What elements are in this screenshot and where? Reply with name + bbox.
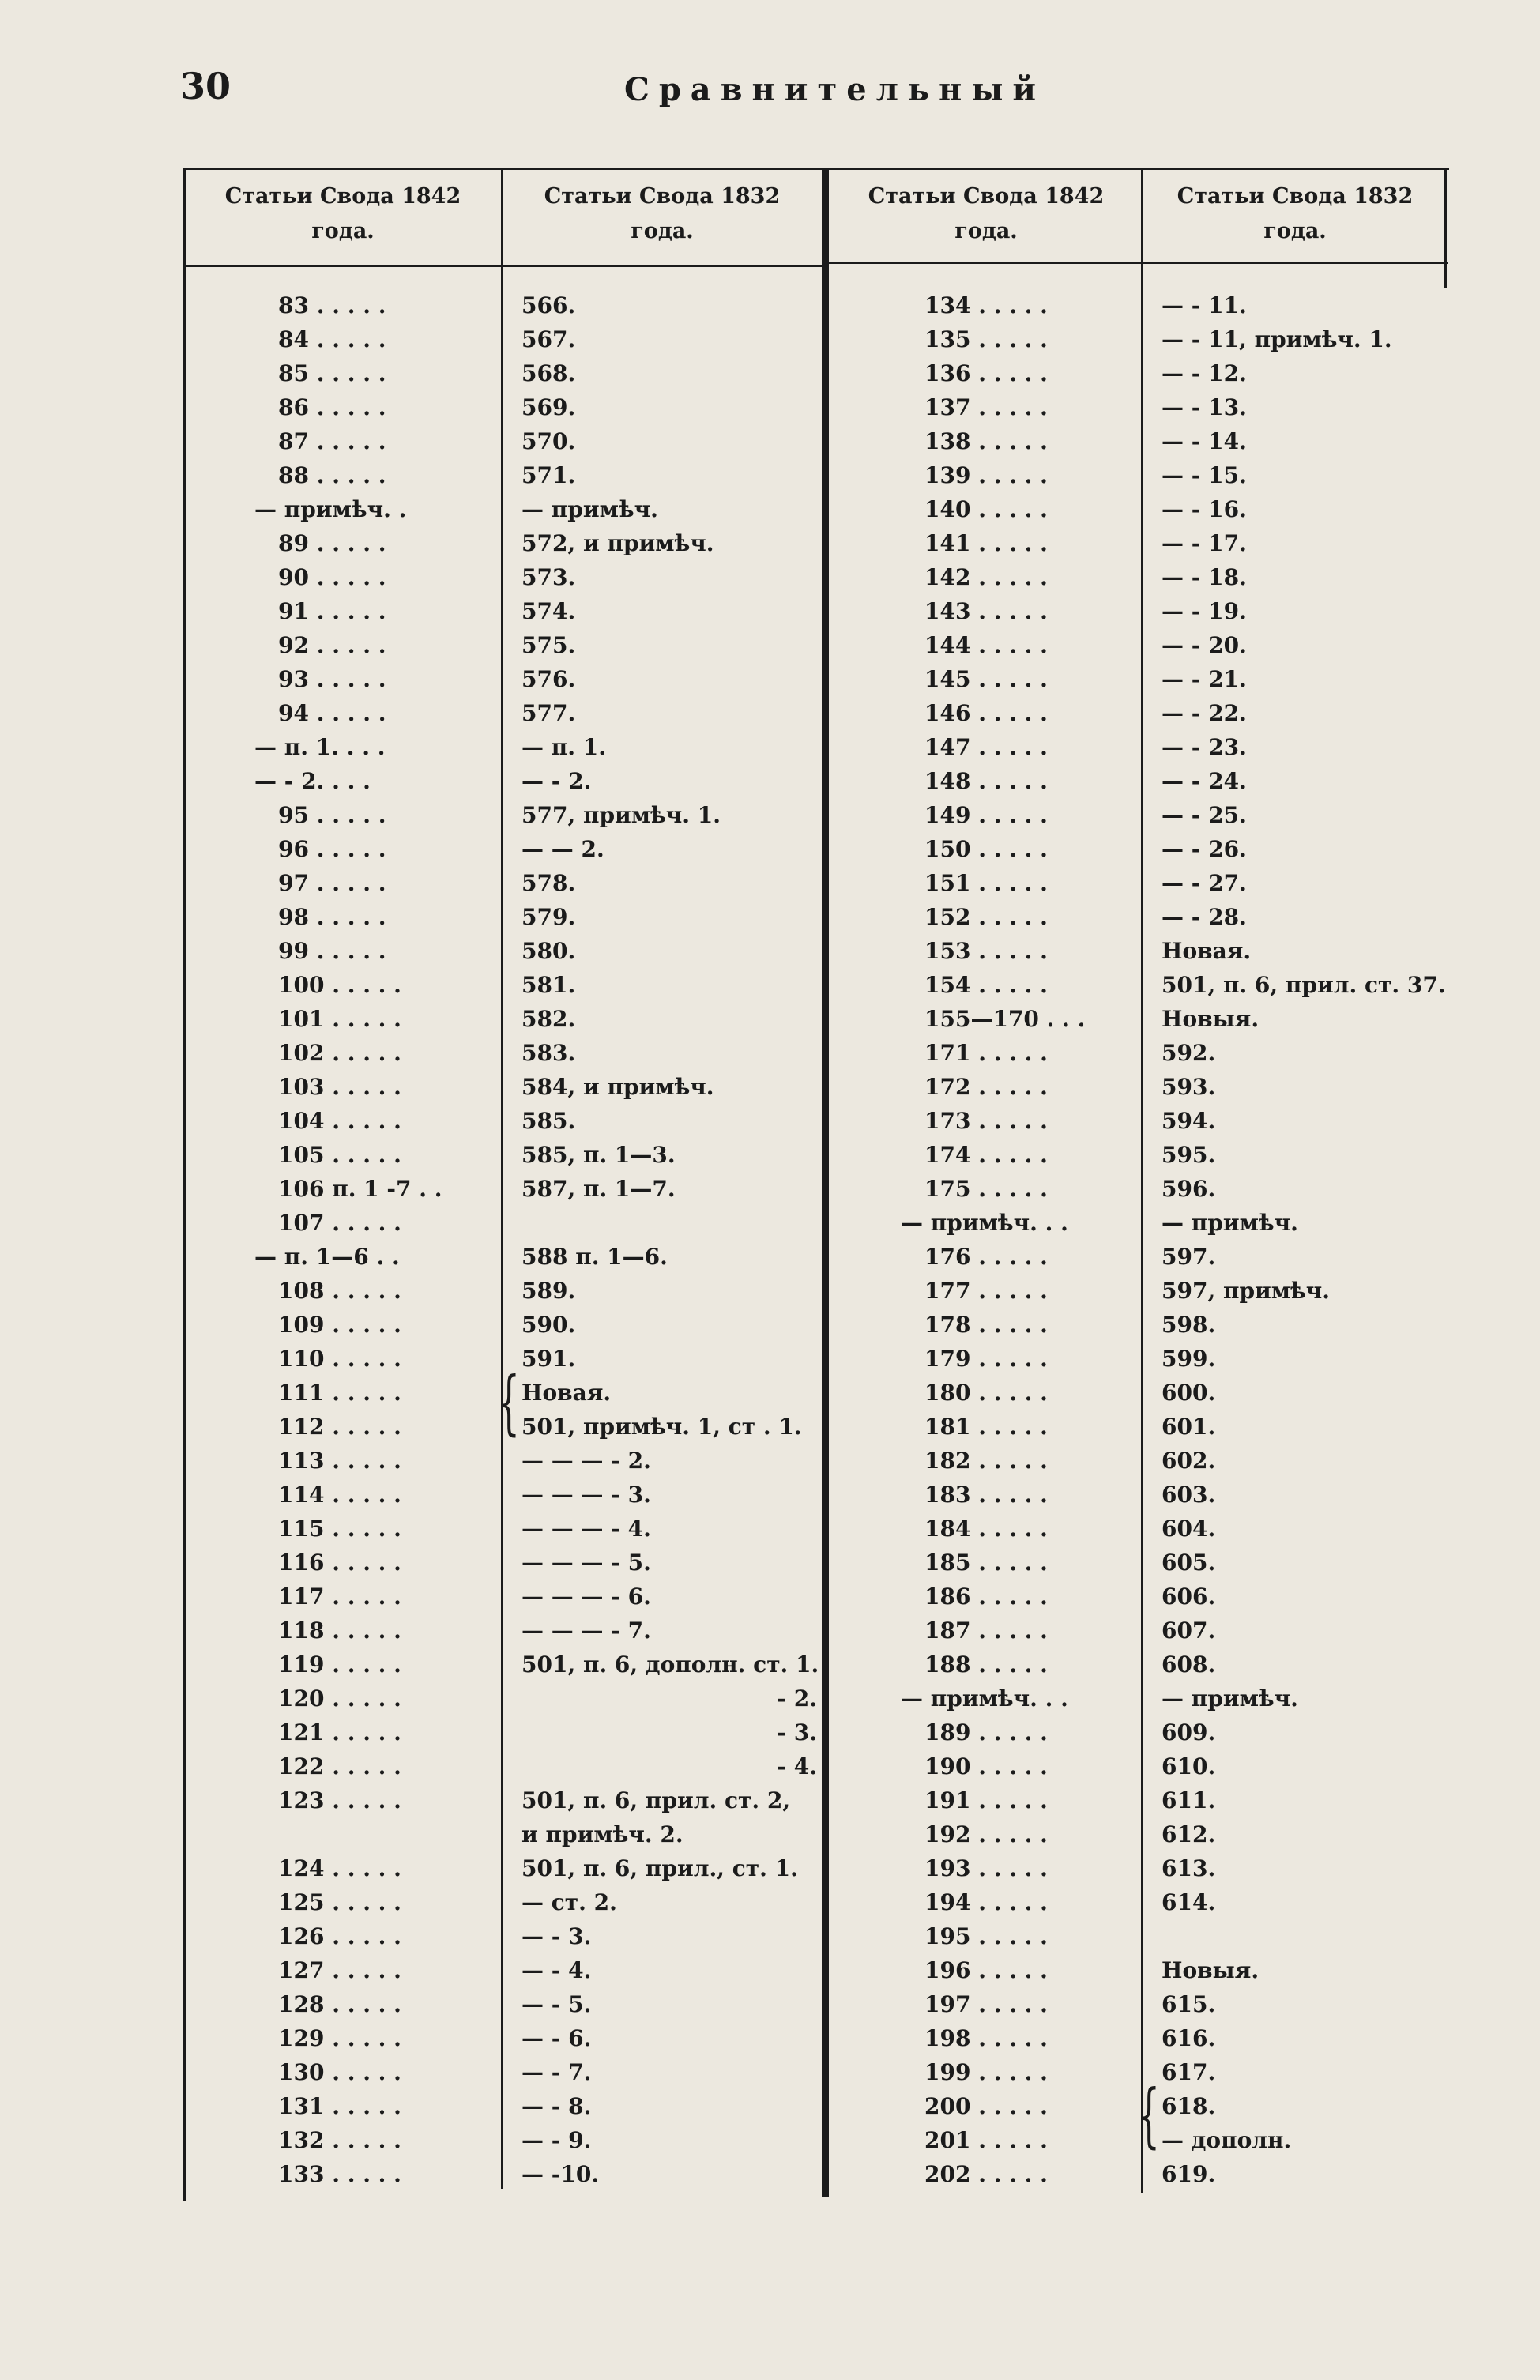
table-cell: 185 . . . . . [924,1550,1048,1576]
table-cell: 579. [521,904,576,930]
table-cell: 100 . . . . . [278,972,401,998]
table-cell: — - 28. [1162,904,1247,930]
table-cell: 94 . . . . . [278,700,386,726]
table-cell: — — — - 6. [521,1584,651,1610]
table-cell: — - 7. [521,2059,592,2085]
table-cell: 567. [521,326,576,352]
table-cell: 602. [1162,1448,1216,1474]
table-cell: Новыя. [1162,1957,1259,1983]
table-cell: — п. 1—6 . . [254,1244,400,1270]
column-header-1832-left [504,179,820,258]
table-cell: 597, примѣч. [1162,1278,1331,1304]
table-cell: 85 . . . . . [278,360,386,386]
table-cell: 150 . . . . . [924,836,1048,862]
table-cell: 122 . . . . . [278,1753,401,1779]
header-line: Статьи Свода 1832 [544,184,781,209]
table-cell: 569. [521,394,576,420]
table-cell: 134 . . . . . [924,292,1048,318]
table-cell: 121 . . . . . [278,1719,401,1745]
table-cell: 108 . . . . . [278,1278,401,1304]
table-cell: 581. [521,972,576,998]
table-cell: — - 19. [1162,598,1247,624]
table-cell: — — — - 5. [521,1550,651,1576]
table-cell: 117 . . . . . [278,1584,401,1610]
table-cell: — - 15. [1162,462,1247,488]
table-cell: 105 . . . . . [278,1142,401,1168]
table-cell: 612. [1162,1821,1216,1847]
table-cell: — - 11. [1162,292,1247,318]
table-cell: 196 . . . . . [924,1957,1048,1983]
table-cell: 119 . . . . . [278,1651,401,1678]
table-cell: 153 . . . . . [924,938,1048,964]
table-cell: 200 . . . . . [924,2093,1048,2119]
table-cell: 106 п. 1 -7 . . [278,1176,442,1202]
table-cell: 102 . . . . . [278,1040,401,1066]
table-cell: 83 . . . . . [278,292,386,318]
header-line: года. [954,219,1018,243]
table-cell: 131 . . . . . [278,2093,401,2119]
table-cell: 583. [521,1040,576,1066]
table-cell: 127 . . . . . [278,1957,401,1983]
header-rule [827,262,1448,264]
table-cell: 501, п. 6, прил., ст. 1. [521,1855,798,1881]
table-cell: 202 . . . . . [924,2161,1048,2187]
table-cell: 87 . . . . . [278,428,386,454]
table-cell: 199 . . . . . [924,2059,1048,2085]
table-cell: 568. [521,360,576,386]
table-cell: 195 . . . . . [924,1923,1048,1949]
header-line: года. [311,219,375,243]
table-cell: 171 . . . . . [924,1040,1048,1066]
table-cell: 575. [521,632,576,658]
table-cell: 600. [1162,1380,1216,1406]
table-cell: — - 2. . . . [254,768,371,794]
table-cell: 173 . . . . . [924,1108,1048,1134]
table-cell: 201 . . . . . [924,2127,1048,2153]
table-cell: 111 . . . . . [278,1380,401,1406]
table-cell: — - 21. [1162,666,1247,692]
table-cell: 146 . . . . . [924,700,1048,726]
table-cell: 613. [1162,1855,1216,1881]
table-cell: — - 26. [1162,836,1247,862]
table-cell: — ст. 2. [521,1889,617,1915]
table-cell: 92 . . . . . [278,632,386,658]
table-cell: — - 22. [1162,700,1247,726]
table-cell: 501, п. 6, дополн. ст. 1. [521,1651,819,1678]
table-cell: 580. [521,938,576,964]
table-cell: — - 6. [521,2025,592,2051]
brace-glyph: { [498,1361,520,1443]
table-cell: 126 . . . . . [278,1923,401,1949]
table-cell: 114 . . . . . [278,1482,401,1508]
table-cell: 194 . . . . . [924,1889,1048,1915]
table-cell: 501, примѣч. 1, ст . 1. [521,1414,802,1440]
table-cell [1154,1919,1450,1953]
table-cell: 501, п. 6, прил. ст. 2, [521,1787,791,1813]
table-cell: 187 . . . . . [924,1617,1048,1644]
table-cell [191,1817,495,1851]
table-cell: 140 . . . . . [924,496,1048,522]
table-cell: 103 . . . . . [278,1074,401,1100]
table-cell: 198 . . . . . [924,2025,1048,2051]
table-cell: 603. [1162,1482,1216,1508]
table-cell: 91 . . . . . [278,598,386,624]
table-cell: 184 . . . . . [924,1516,1048,1542]
table-cell: 128 . . . . . [278,1991,401,2017]
table-cell: 585, п. 1—3. [521,1142,676,1168]
table-cell: 582. [521,1006,576,1032]
table-cell: — — — - 3. [521,1482,651,1508]
table-cell: 147 . . . . . [924,734,1048,760]
table-cell: 129 . . . . . [278,2025,401,2051]
table-cell: — - 14. [1162,428,1247,454]
table-cell: 193 . . . . . [924,1855,1048,1881]
table-cell [514,1206,820,1240]
table-cell: 88 . . . . . [278,462,386,488]
table-cell: — - 25. [1162,802,1247,828]
table-cell: Новыя. [1162,1006,1259,1032]
table-cell: 172 . . . . . [924,1074,1048,1100]
table-cell: 598. [1162,1312,1216,1338]
table-cell: 577, примѣч. 1. [521,802,721,828]
table-cell: 98 . . . . . [278,904,386,930]
table-center-rule [822,170,829,2197]
table-cell: 178 . . . . . [924,1312,1048,1338]
table-rule [183,170,186,2201]
column-header-1842-right [828,179,1144,258]
table-cell: 132 . . . . . [278,2127,401,2153]
table-cell: — - 18. [1162,564,1247,590]
table-cell: 95 . . . . . [278,802,386,828]
table-cell: — дополн. [1162,2127,1292,2153]
table-cell: — - 20. [1162,632,1247,658]
comparison-table [183,168,1449,2201]
table-cell: — примѣч. [1162,1210,1298,1236]
column-header-1842-left [185,179,501,258]
table-cell: 90 . . . . . [278,564,386,590]
table-cell: 611. [1162,1787,1216,1813]
brace-glyph: { [1138,2074,1160,2156]
table-cell: 177 . . . . . [924,1278,1048,1304]
table-rule [501,170,503,2189]
table-cell: 99 . . . . . [278,938,386,964]
table-cell: 113 . . . . . [278,1448,401,1474]
table-cell: 601. [1162,1414,1216,1440]
table-cell: 110 . . . . . [278,1346,401,1372]
table-cell: 149 . . . . . [924,802,1048,828]
page-number: 30 [180,65,232,107]
header-rule [503,265,822,267]
table-cell: 93 . . . . . [278,666,386,692]
table-cell: — - 5. [521,1991,592,2017]
table-cell: 96 . . . . . [278,836,386,862]
table-cell: — — 2. [521,836,604,862]
table-cell: 616. [1162,2025,1216,2051]
table-cell: 154 . . . . . [924,972,1048,998]
table-cell: 136 . . . . . [924,360,1048,386]
table-cell: — — — - 4. [521,1516,651,1542]
table-cell: 97 . . . . . [278,870,386,896]
table-cell: 570. [521,428,576,454]
table-cell: — п. 1. [521,734,606,760]
table-cell: Новая. [521,1380,612,1406]
table-cell: 181 . . . . . [924,1414,1048,1440]
table-cell: 618. [1162,2093,1216,2119]
table-cell: 125 . . . . . [278,1889,401,1915]
table-cell: 571. [521,462,576,488]
table-cell: 597. [1162,1244,1216,1270]
table-cell: 182 . . . . . [924,1448,1048,1474]
header-line: Статьи Свода 1842 [224,184,461,209]
table-cell: 593. [1162,1074,1216,1100]
table-cell: 104 . . . . . [278,1108,401,1134]
table-cell: 604. [1162,1516,1216,1542]
table-cell: - 3. [777,1719,817,1745]
table-cell: 588 п. 1—6. [521,1244,668,1270]
table-cell: 188 . . . . . [924,1651,1048,1678]
table-cell: - 2. [777,1685,817,1712]
table-cell: — - 12. [1162,360,1247,386]
table-cell: 596. [1162,1176,1216,1202]
table-cell: 574. [521,598,576,624]
table-cell: 605. [1162,1550,1216,1576]
table-cell: 614. [1162,1889,1216,1915]
table-cell: 609. [1162,1719,1216,1745]
table-cell: — - 13. [1162,394,1247,420]
table-cell: 179 . . . . . [924,1346,1048,1372]
table-cell: 595. [1162,1142,1216,1168]
table-cell: 109 . . . . . [278,1312,401,1338]
table-cell: 617. [1162,2059,1216,2085]
table-cell: 135 . . . . . [924,326,1048,352]
table-cell: 180 . . . . . [924,1380,1048,1406]
table-cell: 175 . . . . . [924,1176,1048,1202]
table-cell: — - 24. [1162,768,1247,794]
table-cell: — - 4. [521,1957,592,1983]
header-line: года. [631,219,694,243]
table-cell: — - 27. [1162,870,1247,896]
table-cell: 608. [1162,1651,1216,1678]
table-cell: — примѣч. . . [901,1685,1068,1712]
table-cell: 151 . . . . . [924,870,1048,896]
table-cell: 120 . . . . . [278,1685,401,1712]
table-cell: 130 . . . . . [278,2059,401,2085]
table-cell: 148 . . . . . [924,768,1048,794]
table-cell: — — — - 2. [521,1448,651,1474]
table-cell: — — — - 7. [521,1617,651,1644]
table-cell: 584, и примѣч. [521,1074,714,1100]
table-cell: — - 17. [1162,530,1247,556]
table-cell: 139 . . . . . [924,462,1048,488]
table-cell: 615. [1162,1991,1216,2017]
table-cell: 573. [521,564,576,590]
column-1832-left [514,288,820,2191]
header-line: года. [1263,219,1327,243]
table-cell: 86 . . . . . [278,394,386,420]
table-cell: — - 11, примѣч. 1. [1162,326,1392,352]
table-cell: — примѣч. . [254,496,407,522]
table-cell: — - 3. [521,1923,592,1949]
table-cell: 585. [521,1108,576,1134]
table-cell: 133 . . . . . [278,2161,401,2187]
table-cell: 190 . . . . . [924,1753,1048,1779]
running-head: Сравнительный [624,71,1046,108]
header-line: Статьи Свода 1842 [868,184,1105,209]
table-cell: 123 . . . . . [278,1787,401,1813]
header-rule [183,265,503,267]
table-cell: 577. [521,700,576,726]
table-cell: 152 . . . . . [924,904,1048,930]
table-cell: — -10. [521,2161,600,2187]
table-rule [1141,170,1143,2193]
table-cell: 143 . . . . . [924,598,1048,624]
table-cell: 84 . . . . . [278,326,386,352]
column-1842-right [838,288,1139,2191]
table-cell: 186 . . . . . [924,1584,1048,1610]
table-cell: 138 . . . . . [924,428,1048,454]
table-cell: — - 8. [521,2093,592,2119]
table-cell: 115 . . . . . [278,1516,401,1542]
table-cell: — примѣч. [521,496,658,522]
table-cell: — примѣч. . . [901,1210,1068,1236]
table-cell: и примѣч. 2. [521,1821,683,1847]
table-cell: 118 . . . . . [278,1617,401,1644]
table-cell: 594. [1162,1108,1216,1134]
column-1832-right [1154,288,1450,2191]
table-cell: — - 2. [521,768,592,794]
table-cell: 145 . . . . . [924,666,1048,692]
table-cell: 116 . . . . . [278,1550,401,1576]
table-cell: 591. [521,1346,576,1372]
table-cell: 606. [1162,1584,1216,1610]
table-cell: 191 . . . . . [924,1787,1048,1813]
column-header-1832-right [1143,179,1448,258]
table-cell: — - 16. [1162,496,1247,522]
table-cell: 566. [521,292,576,318]
table-cell: 576. [521,666,576,692]
table-cell: 501, п. 6, прил. ст. 37. [1162,972,1446,998]
table-cell: 587, п. 1—7. [521,1176,676,1202]
table-cell: 144 . . . . . [924,632,1048,658]
table-cell: 607. [1162,1617,1216,1644]
table-cell: 578. [521,870,576,896]
table-cell: 141 . . . . . [924,530,1048,556]
table-cell: 176 . . . . . [924,1244,1048,1270]
table-cell: 619. [1162,2161,1216,2187]
table-cell: 197 . . . . . [924,1991,1048,2017]
table-cell: 142 . . . . . [924,564,1048,590]
table-cell: 174 . . . . . [924,1142,1048,1168]
table-cell: 155—170 . . . [924,1006,1086,1032]
table-cell: 192 . . . . . [924,1821,1048,1847]
table-cell: 124 . . . . . [278,1855,401,1881]
table-cell: 183 . . . . . [924,1482,1048,1508]
header-line: Статьи Свода 1832 [1177,184,1414,209]
table-cell: — примѣч. [1162,1685,1298,1712]
table-cell: 592. [1162,1040,1216,1066]
table-cell: Новая. [1162,938,1252,964]
table-cell: 599. [1162,1346,1216,1372]
table-cell: 107 . . . . . [278,1210,401,1236]
table-cell: — п. 1. . . . [254,734,386,760]
table-cell: 112 . . . . . [278,1414,401,1440]
table-cell: 189 . . . . . [924,1719,1048,1745]
table-cell: 610. [1162,1753,1216,1779]
table-cell: 137 . . . . . [924,394,1048,420]
table-cell: 89 . . . . . [278,530,386,556]
table-cell: — - 9. [521,2127,592,2153]
table-cell: 589. [521,1278,576,1304]
column-1842-left [191,288,495,2191]
table-cell: — - 23. [1162,734,1247,760]
table-cell: 590. [521,1312,576,1338]
table-cell: - 4. [777,1753,817,1779]
table-cell: 101 . . . . . [278,1006,401,1032]
table-cell: 572, и примѣч. [521,530,714,556]
